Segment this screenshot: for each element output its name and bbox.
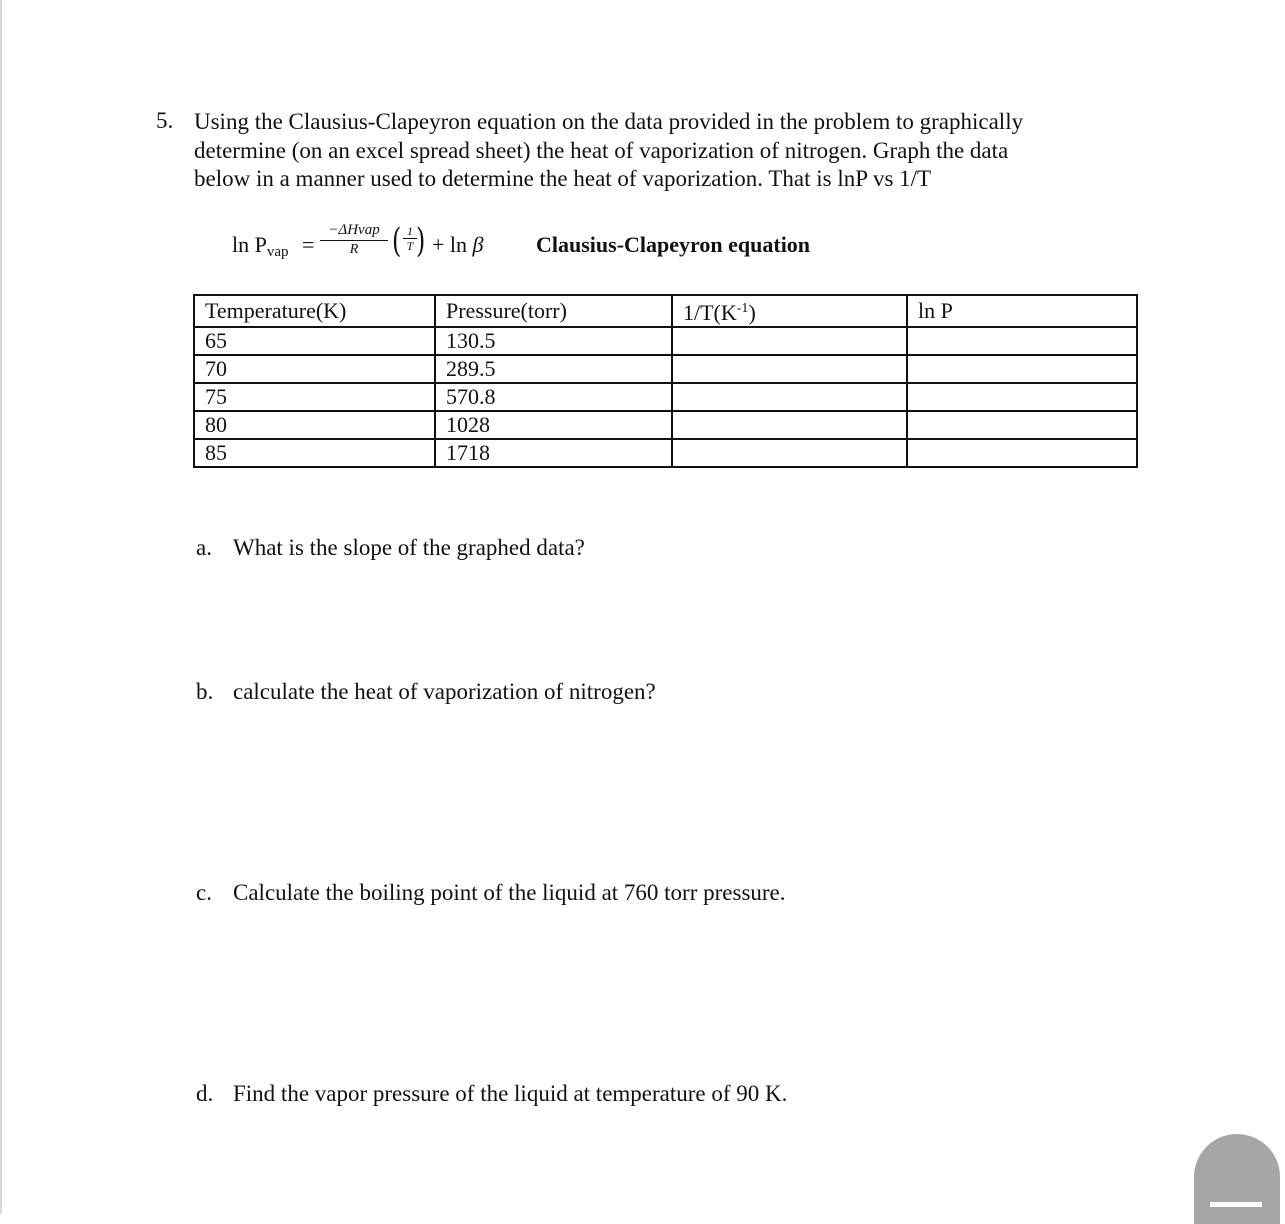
equation-name: Clausius-Clapeyron equation — [536, 232, 811, 257]
cell-temperature: 70 — [194, 355, 435, 383]
header-inverse-t-close: ) — [748, 300, 756, 325]
equation-inner-denominator: T — [406, 239, 414, 253]
cell-ln-p[interactable] — [907, 411, 1137, 439]
subquestion-text: Find the vapor pressure of the liquid at temperature of 90 K. — [233, 1081, 788, 1106]
subquestion-a — [196, 535, 585, 561]
header-ln-p: ln P — [907, 295, 1137, 327]
clausius-clapeyron-equation — [232, 220, 872, 270]
table-row — [194, 327, 1137, 355]
subquestion-letter: d. — [196, 1081, 214, 1106]
table-row — [194, 383, 1137, 411]
question-line-2: determine (on an excel spread sheet) the heat of vaporization of nitrogen. Graph the data — [194, 137, 1009, 163]
equation-paren-open: ( — [392, 221, 402, 261]
cell-pressure: 570.8 — [435, 383, 672, 411]
question-line-1: Using the Clausius-Clapeyron equation on the data provided in the problem to graphically — [194, 109, 1024, 134]
cell-inverse-t[interactable] — [672, 411, 907, 439]
subquestion-d — [196, 1081, 787, 1107]
cell-pressure: 1028 — [435, 411, 672, 439]
cell-temperature: 65 — [194, 327, 435, 355]
equation-tail — [432, 232, 484, 258]
table-row — [194, 355, 1137, 383]
handle-bar-icon — [1210, 1202, 1262, 1207]
table-row — [194, 439, 1137, 467]
cell-inverse-t[interactable] — [672, 383, 907, 411]
table-row — [194, 411, 1137, 439]
cell-pressure: 1718 — [435, 439, 672, 467]
cell-temperature: 75 — [194, 383, 435, 411]
header-temperature: Temperature(K) — [194, 295, 435, 327]
cell-inverse-t[interactable] — [672, 355, 907, 383]
subquestion-letter: b. — [196, 679, 214, 704]
cell-inverse-t[interactable] — [672, 327, 907, 355]
cell-ln-p[interactable] — [907, 439, 1137, 467]
data-table — [193, 294, 1138, 468]
header-inverse-t-text: 1/T(K — [683, 300, 737, 325]
equation-inverse-t — [403, 224, 417, 253]
equation-fraction — [320, 220, 388, 259]
cell-ln-p[interactable] — [907, 383, 1137, 411]
cell-pressure: 289.5 — [435, 355, 672, 383]
subquestion-b — [196, 679, 656, 705]
subquestion-c — [196, 880, 786, 906]
equation-plus-ln: + ln — [432, 232, 473, 257]
header-pressure: Pressure(torr) — [435, 295, 672, 327]
question-line-3: below in a manner used to determine the heat of vaporization. That is lnP vs 1/T — [194, 166, 932, 191]
equation-subscript-vap: vap — [266, 244, 289, 260]
equation-lhs — [232, 232, 289, 261]
equation-denominator: R — [349, 242, 359, 257]
cell-pressure: 130.5 — [435, 327, 672, 355]
subquestion-text: What is the slope of the graphed data? — [233, 535, 585, 560]
equation-paren-close: ) — [416, 221, 426, 261]
cell-ln-p[interactable] — [907, 355, 1137, 383]
table-header-row — [194, 295, 1137, 327]
subquestion-text: calculate the heat of vaporization of nitrogen? — [233, 679, 656, 704]
equation-beta: β — [472, 232, 484, 257]
subquestion-letter: c. — [196, 880, 212, 905]
equation-ln-p: ln P — [232, 232, 267, 257]
subquestion-letter: a. — [196, 535, 212, 560]
equation-inner-numerator: 1 — [403, 224, 417, 239]
cell-temperature: 80 — [194, 411, 435, 439]
equation-numerator: −ΔHvap — [320, 220, 388, 241]
question-text — [194, 108, 1023, 194]
cell-ln-p[interactable] — [907, 327, 1137, 355]
subquestion-text: Calculate the boiling point of the liquid at 760 torr pressure. — [233, 880, 786, 905]
cell-inverse-t[interactable] — [672, 439, 907, 467]
header-inverse-t — [672, 295, 907, 327]
equation-equals: = — [302, 232, 315, 257]
header-inverse-t-sup: -1 — [736, 301, 749, 316]
page-left-border — [0, 0, 2, 1214]
question-number: 5. — [156, 108, 174, 133]
cell-temperature: 85 — [194, 439, 435, 467]
scroll-handle-button[interactable] — [1194, 1134, 1280, 1224]
